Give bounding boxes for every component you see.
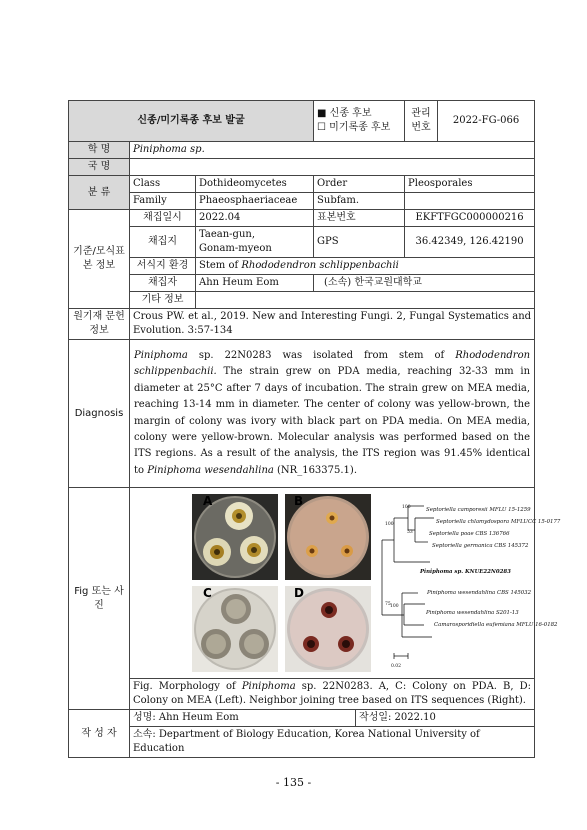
- korean-name-label: 국 명: [69, 159, 130, 176]
- diagnosis-host: Rhododendron schlippenbachii.: [134, 350, 531, 378]
- tree-taxon: Septoriella chlamydospora MFLUCC 15-0177: [436, 519, 561, 526]
- collection-date-label: 채집일시: [130, 210, 196, 227]
- panel-label-b: B: [294, 494, 304, 509]
- subfamily-value: [405, 193, 535, 210]
- panel-label-a: A: [203, 494, 213, 509]
- management-number-label: 관리번호: [405, 101, 438, 142]
- form-title: 신종/미기록종 후보 발굴: [69, 101, 314, 142]
- tree-taxon: Septoriella camporesii MFLU 15-1259: [426, 507, 531, 514]
- diagnosis-part-1: sp. 22N0283 was isolated from stem of: [187, 350, 456, 361]
- order-value: Pleosporales: [405, 176, 535, 193]
- figure-label: Fig 또는 사진: [69, 488, 130, 710]
- collection-site-value: [196, 227, 314, 258]
- figure-area: [130, 488, 561, 678]
- collection-date-value: 2022.04: [196, 210, 314, 227]
- habitat-prefix: Stem of: [199, 260, 242, 271]
- tree-taxon: Septoriella poae CBS 136766: [429, 531, 510, 538]
- class-label: Class: [130, 176, 196, 193]
- collection-site-label: 채집지: [130, 227, 196, 258]
- collector-affiliation: (소속) 한국교원대학교: [314, 275, 535, 292]
- diagnosis-part-2: The strain grew on PDA media, reaching 32-33 mm in diameter at 25°C after 7 days of incubation. The strain grew on MEA media, reaching 13-14 mm in diameter. The center of colony was yellow-brown, the margin of colony was ivory with black part on PDA media. On MEA media, colony were yellow-brown. Molecular analysis was performed based on the ITS regions. As a result of the analysis, the ITS region was 91.45% identical to: [134, 366, 531, 476]
- bootstrap-value: 75: [385, 602, 391, 608]
- specimen-number-label: 표본번호: [314, 210, 405, 227]
- management-number-value: 2022-FG-066: [438, 101, 535, 142]
- tree-taxon-focal: Piniphoma sp. KNUE22N0283: [420, 569, 511, 576]
- specimen-number-value: EKFTFGC000000216: [405, 210, 535, 227]
- panel-label-d: D: [294, 586, 304, 601]
- literature-label: 원기재 문헌 정보: [69, 309, 130, 340]
- caption-rest: sp. 22N0283. A, C: Colony on PDA. B, D: Colony on MEA (Left). Neighbor joining tree based on ITS sequences (Right).: [133, 681, 532, 707]
- candidate-type-options: [314, 101, 405, 142]
- specimen-form-table: [68, 100, 561, 758]
- bootstrap-value: 100: [402, 505, 411, 511]
- tree-scale-label: 0.02: [391, 664, 402, 670]
- figure-cell: [130, 488, 561, 679]
- author-affiliation: 소속: Department of Biology Education, Korea National University of Education: [130, 727, 535, 758]
- literature-value: Crous PW. et al., 2019. New and Interesting Fungi. 2, Fungal Systematics and Evolution. 3:57-134: [130, 309, 535, 340]
- order-label: Order: [314, 176, 405, 193]
- bootstrap-value: 53: [407, 530, 413, 536]
- habitat-value: [196, 258, 535, 275]
- author-name: 성명: Ahn Heum Eom: [130, 710, 356, 727]
- korean-name-value: [130, 159, 535, 176]
- diagnosis-part-3: (NR_163375.1).: [273, 464, 357, 476]
- family-label: Family: [130, 193, 196, 210]
- unrecorded-species-option[interactable]: ☐ 미기록종 후보: [317, 122, 391, 133]
- gps-label: GPS: [314, 227, 405, 258]
- collector-label: 채집자: [130, 275, 196, 292]
- page-number: - 135 -: [275, 776, 312, 789]
- scientific-name-value: Piniphoma sp.: [130, 142, 535, 159]
- habitat-label: 서식지 환경: [130, 258, 196, 275]
- classification-label: 분 류: [69, 176, 130, 210]
- collection-site-line-1: Taean-gun,: [199, 229, 256, 240]
- gps-value: 36.42349, 126.42190: [405, 227, 535, 258]
- type-specimen-label: 기준/모식표본 정보: [69, 210, 130, 309]
- diagnosis-label: Diagnosis: [69, 340, 130, 488]
- collector-value: Ahn Heum Eom: [196, 275, 314, 292]
- diagnosis-reference-species: Piniphoma wesendahlina: [147, 464, 274, 476]
- tree-taxon: Piniphoma wesendahlina S201-13: [426, 610, 519, 617]
- other-info-label: 기타 정보: [130, 292, 196, 309]
- panel-label-c: C: [203, 586, 212, 601]
- tree-taxon: Septoriella germanica CBS 145372: [432, 543, 529, 550]
- bootstrap-value: 100: [385, 522, 394, 528]
- collection-site-line-2: Gonam-myeon: [199, 243, 272, 254]
- new-species-option[interactable]: ■ 신종 후보: [317, 108, 372, 119]
- other-info-value: [196, 292, 535, 309]
- author-label: 작 성 자: [69, 710, 130, 758]
- diagnosis-genus: Piniphoma: [134, 350, 188, 361]
- tree-taxon: Piniphoma wesendahlina CBS 145032: [427, 590, 532, 597]
- bootstrap-value: 100: [390, 604, 399, 610]
- diagnosis-text: [130, 340, 535, 488]
- figure-caption: [130, 679, 535, 710]
- caption-genus: Piniphoma: [241, 681, 296, 693]
- caption-prefix: Fig. Morphology of: [133, 681, 242, 693]
- subfamily-label: Subfam.: [314, 193, 405, 210]
- habitat-species: Rhododendron schlippenbachii: [241, 260, 399, 271]
- tree-taxon: Camarosporidiella eufemiana MFLU 16-0182: [434, 622, 558, 629]
- author-date: 작성일: 2022.10: [356, 710, 535, 727]
- scientific-name-label: 학 명: [69, 142, 130, 159]
- class-value: Dothideomycetes: [196, 176, 314, 193]
- family-value: Phaeosphaeriaceae: [196, 193, 314, 210]
